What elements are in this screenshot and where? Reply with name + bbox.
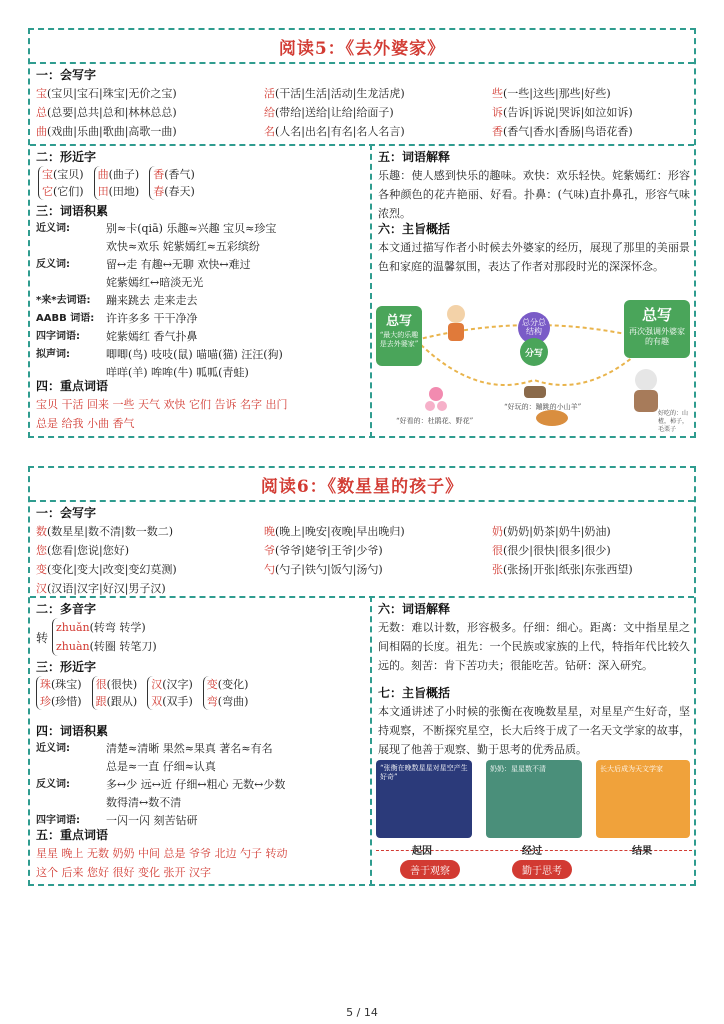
section-heading: 一：会写字 [36, 506, 97, 520]
key-words [36, 844, 366, 882]
char-cell [492, 103, 692, 122]
similar-group [149, 166, 195, 200]
char-cell [36, 84, 264, 103]
char-words: (田地) [108, 185, 140, 198]
sub-label: 分写 [524, 349, 543, 359]
polyphone-reading [56, 618, 157, 637]
vocab-line: 一闪一闪 刻苦钻研 [106, 814, 198, 827]
vocab-line: 总是≈一直 仔细≈认真 [106, 760, 216, 773]
card-reading-6 [28, 466, 696, 886]
char-words: (香气) [164, 168, 195, 181]
char: 田 [97, 185, 109, 198]
label-cause: 起因 [412, 846, 432, 857]
vocab-row [36, 220, 366, 256]
char-words: (很少|很快|很多|很少) [503, 544, 611, 557]
vocab-lines [106, 776, 285, 812]
similar-group [203, 676, 249, 710]
similar-pair [96, 693, 138, 710]
panel-process-text: 奶奶：星星数不清 [490, 765, 546, 773]
vocab-lines [106, 292, 198, 310]
key-word-line: 这个 后来 您好 很好 变化 张开 汉字 [36, 866, 211, 879]
char-cell [492, 522, 692, 541]
section-similar-chars [36, 658, 366, 710]
summary-text: 本文通讲述了小时候的张衡在夜晚数星星，对星星产生好奇，坚持观察，不断探究星空，长大后终于成了一名天文学家的故事，展现了他善于观察、勤于思考的优秀品质。 [378, 705, 690, 756]
char: 给 [264, 106, 275, 119]
char: 香 [153, 168, 165, 181]
char-words: (双手) [162, 695, 193, 708]
char-cell [36, 103, 264, 122]
char: 珠 [40, 678, 51, 691]
label-result: 结果 [632, 846, 652, 857]
section-writing-chars [36, 66, 692, 141]
char-cell [264, 103, 492, 122]
similar-pair [153, 166, 195, 183]
char: 变 [36, 563, 47, 576]
char: 总 [36, 106, 47, 119]
structure-label: 总分总结构 [522, 318, 546, 336]
section-heading: 六：词语解释 [378, 602, 451, 616]
char-table [36, 84, 692, 141]
section-summary [378, 220, 690, 276]
caption-food: 好吃的：山楂，柿子，毛栗子 [658, 410, 689, 433]
polyphone-char: 转 [36, 630, 49, 645]
char-cell [36, 522, 264, 541]
section-heading: 三：词语积累 [36, 204, 109, 218]
char-words: (珍惜) [51, 695, 82, 708]
vocab-label: 四字词语: [36, 331, 80, 342]
total-left-block [376, 306, 422, 366]
vocab-list [36, 740, 366, 830]
vocab-line: 清楚≈清晰 果然≈果真 著名≈有名 [106, 742, 273, 755]
vocab-label: 反义词: [36, 779, 70, 790]
panel-result-text: 长大后成为天文学家 [600, 765, 663, 773]
char-words: (跟从) [106, 695, 138, 708]
similar-pair [98, 183, 140, 200]
similar-group [147, 676, 193, 710]
char-words: (香气|香水|香肠|鸟语花香) [503, 125, 633, 138]
char: 很 [492, 544, 503, 557]
char: 勺 [264, 563, 275, 576]
char: 爷 [264, 544, 275, 557]
vocab-row [36, 328, 366, 346]
char: 春 [153, 185, 165, 198]
vocab-line: 数得清↔数不清 [106, 796, 182, 809]
section-heading: 四：重点词语 [36, 379, 109, 393]
char: 些 [492, 87, 503, 100]
summary-text: 本文通过描写作者小时候去外婆家的经历，展现了那里的美丽景色和家庭的温馨氛围，表达了作者对那段时光的深深怀念。 [378, 241, 690, 273]
card-title: 阅读5：《去外婆家》 [30, 30, 694, 64]
explain-text: 乐趣：使人感到快乐的趣味。欢快：欢乐轻快。姹紫嫣红：形容各种颜色的花卉艳丽、好看。扑鼻：(气味)直扑鼻孔，形容气味浓烈。 [378, 169, 690, 220]
vocab-row [36, 292, 366, 310]
vocab-line: 蹦来跳去 走来走去 [106, 294, 198, 307]
section-key-words [36, 826, 366, 882]
vocab-line: 别≈卡(qiā) 乐趣≈兴趣 宝贝≈珍宝 [106, 222, 277, 235]
char: 您 [36, 544, 47, 557]
similar-pair [207, 676, 249, 693]
vocab-label: *来*去词语: [36, 295, 91, 306]
char-words: (您看|您说|您好) [47, 544, 129, 557]
vocab-line: 留↔走 有趣↔无聊 欢快↔难过 [106, 258, 251, 271]
char: 奶 [492, 525, 503, 538]
vocab-lines [106, 256, 251, 292]
page-number: 5 / 14 [346, 1006, 378, 1019]
char: 宝 [36, 87, 47, 100]
char-words: (张扬|开张|纸张|东张西望) [503, 563, 633, 576]
divider [370, 596, 372, 886]
section-heading: 二：形近字 [36, 150, 97, 164]
char-words: (它们) [53, 185, 84, 198]
char-cell [492, 541, 692, 560]
total-left-text: “最大的乐趣是去外婆家” [379, 331, 419, 348]
similar-group [92, 676, 138, 710]
vocab-list [36, 220, 366, 382]
vocab-row [36, 310, 366, 328]
similar-pair [151, 676, 193, 693]
pinyin: zhuàn [56, 640, 90, 653]
polyphone-readings [52, 618, 157, 656]
char-words: (戏曲|乐曲|歌曲|高歌一曲) [47, 125, 177, 138]
vocab-line: 姹紫嫣红↔暗淡无光 [106, 276, 204, 289]
words: (转圈 转笔刀) [89, 640, 157, 653]
char: 香 [492, 125, 503, 138]
char: 双 [151, 695, 163, 708]
char: 张 [492, 563, 503, 576]
label-process: 经过 [522, 846, 542, 857]
words: (转弯 转学) [89, 621, 146, 634]
section-heading: 二：多音字 [36, 602, 97, 616]
char-words: (爷爷|姥爷|王爷|少爷) [275, 544, 383, 557]
char-words: (汉字) [162, 678, 193, 691]
story-illustration [376, 760, 692, 882]
char-row [36, 122, 692, 141]
section-vocab [36, 202, 366, 382]
section-heading: 七：主旨概括 [378, 686, 451, 700]
char-cell [264, 122, 492, 141]
vocab-row [36, 256, 366, 292]
card-reading-5 [28, 28, 696, 438]
section-word-explain [378, 600, 690, 675]
char-words: (春天) [164, 185, 195, 198]
char: 曲 [97, 168, 109, 181]
char-cell [264, 560, 492, 579]
char: 活 [264, 87, 275, 100]
similar-pair [153, 183, 195, 200]
section-heading: 三：形近字 [36, 660, 97, 674]
char-row [36, 541, 692, 560]
char-row [36, 84, 692, 103]
polyphone-reading [56, 637, 157, 656]
total-right-title: 总写 [641, 306, 672, 324]
card-title: 阅读6：《数星星的孩子》 [30, 468, 694, 502]
char-words: (汉语|汉字|好汉|男子汉) [47, 582, 166, 595]
char-words: (干活|生活|活动|生龙活虎) [275, 87, 405, 100]
char-cell [492, 122, 692, 141]
vocab-row [36, 776, 366, 812]
char-cell [492, 560, 692, 579]
char-row [36, 103, 692, 122]
panel-result [596, 760, 690, 838]
char-words: (奶奶|奶茶|奶牛|奶油) [503, 525, 611, 538]
vocab-label: 四字词语: [36, 815, 80, 826]
char-words: (珠宝) [51, 678, 82, 691]
vocab-label: 反义词: [36, 259, 70, 270]
char-cell [36, 122, 264, 141]
vocab-label: AABB 词语: [36, 313, 95, 324]
vocab-label: 近义词: [36, 223, 70, 234]
char-row [36, 560, 692, 579]
char-words: (变化) [217, 678, 249, 691]
char-words: (带给|送给|让给|给面子) [275, 106, 394, 119]
char: 晚 [264, 525, 275, 538]
vocab-lines [106, 220, 276, 256]
similar-pair [40, 676, 82, 693]
similar-pair [207, 693, 249, 710]
similar-pair [42, 166, 84, 183]
char-cell [264, 541, 492, 560]
vocab-lines [106, 740, 273, 776]
char: 变 [206, 678, 218, 691]
char-words: (数星星|数不清|数一数二) [47, 525, 173, 538]
structure-illustration [376, 290, 692, 436]
section-similar-chars [36, 148, 366, 200]
key-word-line: 总是 给我 小曲 香气 [36, 417, 135, 430]
caption-flowers: “好看的：杜鹃花、野花” [396, 417, 474, 425]
char: 数 [36, 525, 47, 538]
key-words [36, 395, 366, 433]
char-row [36, 522, 692, 541]
char-cell [36, 541, 264, 560]
char-cell [264, 84, 492, 103]
char: 诉 [492, 106, 503, 119]
char-words: (变化|变大|改变|变幻莫测) [47, 563, 177, 576]
section-vocab [36, 722, 366, 830]
vocab-line: 唧唧(鸟) 吱吱(鼠) 喵喵(猫) 汪汪(狗) [106, 348, 283, 361]
char: 曲 [36, 125, 47, 138]
vocab-line: 许许多多 干干净净 [106, 312, 198, 325]
total-right-block [624, 300, 690, 358]
caption-goats: “好玩的：蹦跳的小山羊” [504, 403, 582, 411]
char-words: (晚上|晚安|夜晚|早出晚归) [275, 525, 405, 538]
key-word-line: 宝贝 干活 回来 一些 天气 欢快 它们 告诉 名字 出门 [36, 398, 288, 411]
divider [30, 596, 694, 598]
char-words: (弯曲) [217, 695, 249, 708]
char-words: (宝贝) [53, 168, 84, 181]
similar-pair [98, 166, 140, 183]
section-polyphone [36, 600, 366, 656]
char: 珍 [40, 695, 51, 708]
char: 汉 [36, 582, 47, 595]
section-key-words [36, 377, 366, 433]
similar-pair [40, 693, 82, 710]
badge-think: 勤于思考 [512, 860, 572, 879]
section-heading: 五：重点词语 [36, 828, 109, 842]
total-left-title: 总写 [385, 314, 412, 329]
vocab-label: 近义词: [36, 743, 70, 754]
similar-char-groups [38, 166, 366, 200]
vocab-line: 欢快≈欢乐 姹紫嫣红≈五彩缤纷 [106, 240, 260, 253]
char: 很 [95, 678, 107, 691]
char-cell [264, 522, 492, 541]
similar-char-groups [36, 676, 366, 710]
char-cell [36, 560, 264, 579]
panel-process [486, 760, 582, 838]
divider [370, 144, 372, 438]
section-heading: 四：词语积累 [36, 724, 109, 738]
divider [30, 144, 694, 146]
char: 它 [42, 185, 53, 198]
char-words: (一些|这些|那些|好些) [503, 87, 611, 100]
vocab-line: 姹紫嫣红 香气扑鼻 [106, 330, 198, 343]
vocab-line: 咩咩(羊) 哞哞(牛) 呱呱(青蛙) [106, 366, 249, 379]
explain-text: 无数：难以计数，形容极多。仔细：细心。距离：文中指星星之间相隔的长度。祖先：一个民族或家族的上代，特指年代比较久远的。刻苦：肯下苦功夫；很能吃苦。钻研：深入研究。 [378, 621, 690, 672]
char-words: (很快) [106, 678, 138, 691]
vocab-line: 多↔少 远↔近 仔细↔粗心 无数↔少数 [106, 778, 286, 791]
similar-pair [42, 183, 84, 200]
polyphone-group [36, 618, 366, 656]
char-words: (总要|总共|总和|林林总总) [47, 106, 177, 119]
similar-group [94, 166, 140, 200]
char-table [36, 522, 692, 598]
vocab-lines [106, 310, 198, 328]
char-words: (告诉|诉说|哭诉|如泣如诉) [503, 106, 633, 119]
vocab-lines [106, 328, 198, 346]
similar-pair [151, 693, 193, 710]
char: 弯 [206, 695, 218, 708]
section-writing-chars [36, 504, 692, 598]
char: 跟 [95, 695, 107, 708]
section-heading: 一：会写字 [36, 68, 97, 82]
panel-cause-text: “张衡在晚数星星对星空产生好奇” [380, 764, 468, 781]
similar-group [36, 676, 82, 710]
section-summary [378, 684, 690, 759]
total-right-text: 再次强调外婆家的有趣 [629, 327, 685, 346]
vocab-label: 拟声词: [36, 349, 70, 360]
char-words: (宝贝|宝石|珠宝|无价之宝) [47, 87, 177, 100]
section-heading: 五：词语解释 [378, 150, 451, 164]
section-word-explain [378, 148, 690, 223]
char-words: (曲子) [108, 168, 140, 181]
panel-cause [376, 760, 472, 838]
section-heading: 六：主旨概括 [378, 222, 451, 236]
similar-group [38, 166, 84, 200]
char: 汉 [151, 678, 163, 691]
pinyin: zhuǎn [56, 621, 90, 634]
key-word-line: 星星 晚上 无数 奶奶 中间 总是 爷爷 北边 勺子 转动 [36, 847, 288, 860]
vocab-row [36, 740, 366, 776]
similar-pair [96, 676, 138, 693]
badge-observe: 善于观察 [400, 860, 460, 879]
char-words: (人名|出名|有名|名人名言) [275, 125, 405, 138]
char: 宝 [42, 168, 53, 181]
char-cell [492, 84, 692, 103]
char-words: (勺子|铁勺|饭勺|汤勺) [275, 563, 383, 576]
char: 名 [264, 125, 275, 138]
